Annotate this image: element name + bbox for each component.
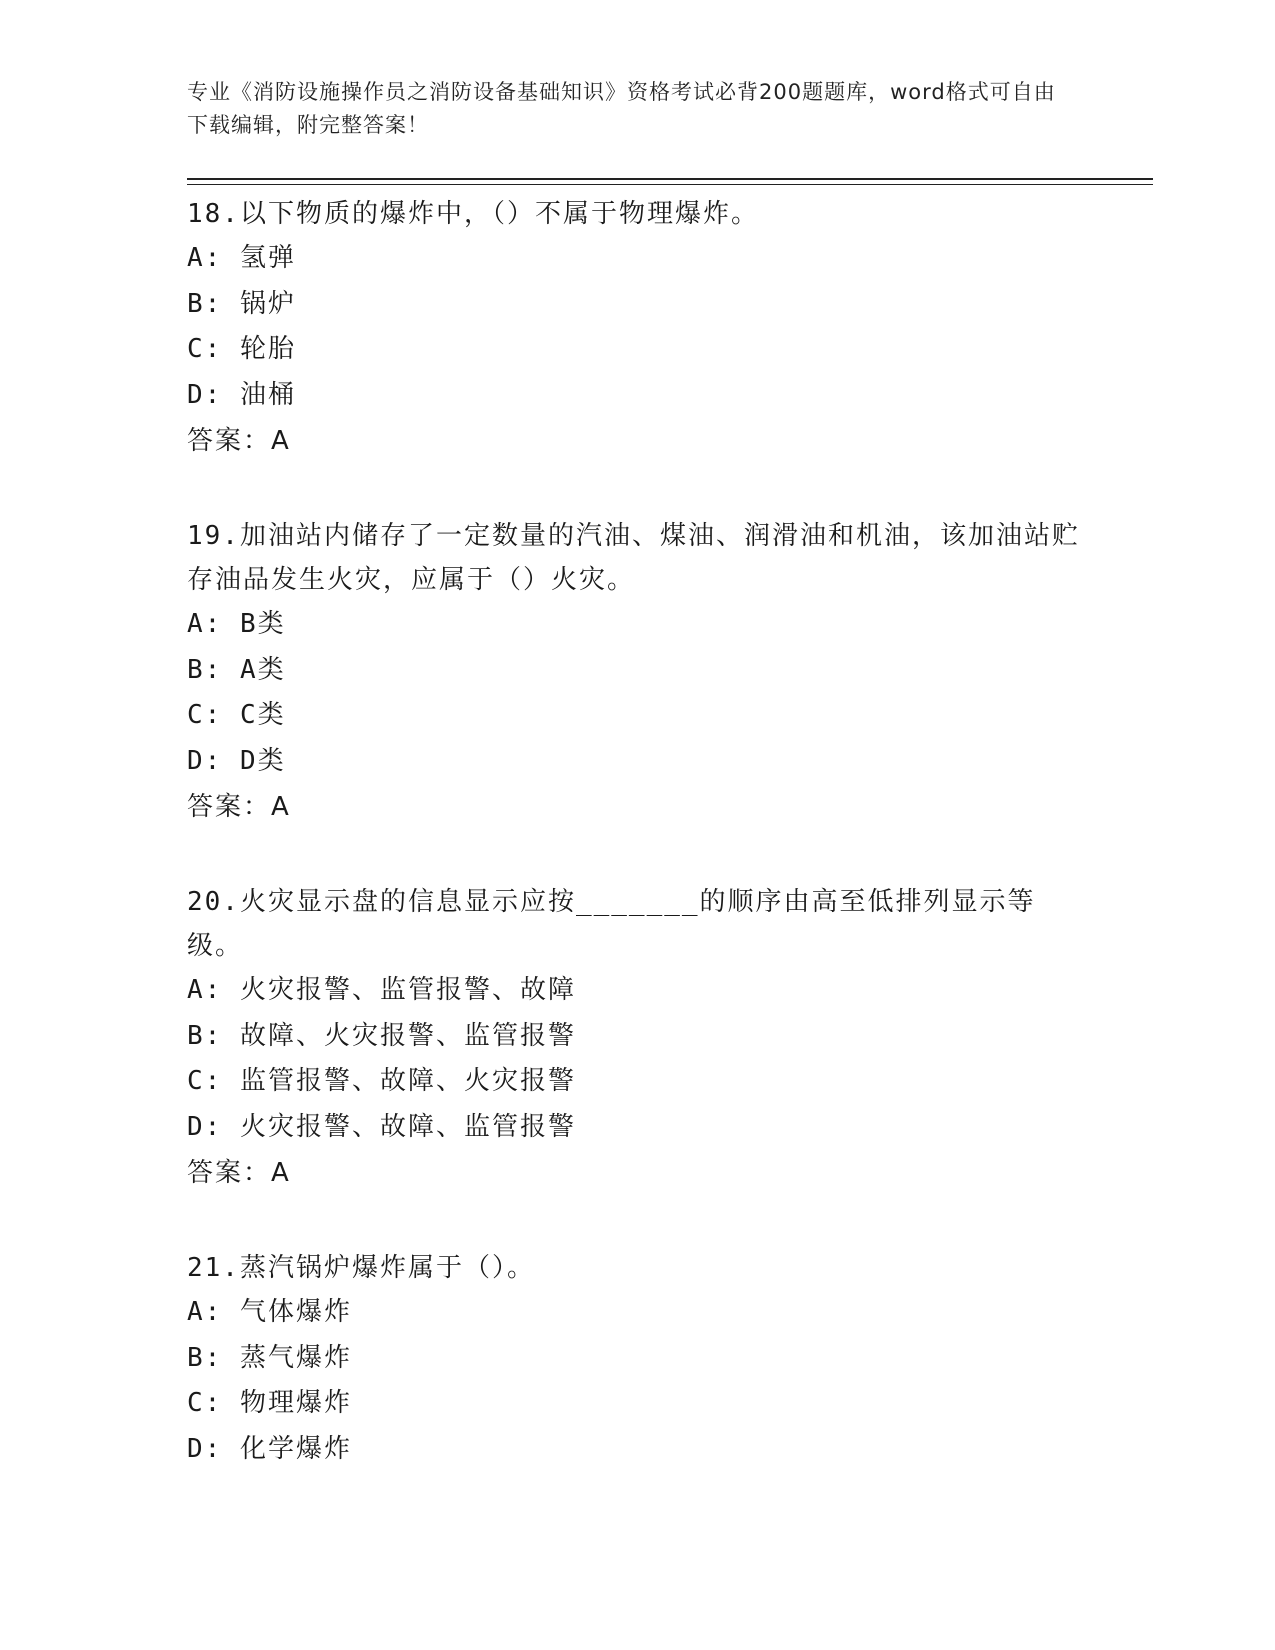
option-c: C: C类	[187, 700, 286, 730]
question-stem: 19.加油站内储存了一定数量的汽油、煤油、润滑油和机油，该加油站贮存油品发生火灾，应属于（）火灾。	[187, 521, 1080, 595]
option-a: A: 气体爆炸	[187, 1297, 352, 1327]
question-list	[187, 192, 1087, 1522]
question-19	[187, 514, 1087, 830]
question-18	[187, 192, 1087, 464]
answer: 答案：A	[187, 792, 291, 822]
option-a: A: 氢弹	[187, 243, 296, 273]
option-c: C: 监管报警、故障、火灾报警	[187, 1066, 576, 1096]
option-d: D: 油桶	[187, 379, 296, 410]
option-c: C: 轮胎	[187, 334, 296, 364]
option-d: D: 火灾报警、故障、监管报警	[187, 1111, 576, 1142]
answer: 答案：A	[187, 426, 291, 456]
option-a: A: 火灾报警、监管报警、故障	[187, 975, 576, 1005]
option-d: D: D类	[187, 745, 286, 776]
option-c: C: 物理爆炸	[187, 1388, 352, 1418]
header-divider	[187, 178, 1153, 180]
question-20	[187, 880, 1087, 1196]
option-d: D: 化学爆炸	[187, 1433, 352, 1464]
question-21	[187, 1246, 1087, 1472]
option-a: A: B类	[187, 609, 286, 639]
question-stem: 21.蒸汽锅炉爆炸属于（）。	[187, 1253, 535, 1283]
document-header: 专业《消防设施操作员之消防设备基础知识》资格考试必背200题题库，word格式可自由下载编辑，附完整答案！	[187, 80, 1056, 137]
option-b: B: 锅炉	[187, 288, 296, 319]
answer: 答案：A	[187, 1158, 291, 1188]
option-b: B: 故障、火灾报警、监管报警	[187, 1020, 576, 1051]
question-stem: 18.以下物质的爆炸中，（）不属于物理爆炸。	[187, 199, 759, 229]
question-stem: 20.火灾显示盘的信息显示应按_______的顺序由高至低排列显示等级。	[187, 887, 1036, 961]
header-divider-thin	[187, 184, 1153, 185]
option-b: B: 蒸气爆炸	[187, 1342, 352, 1373]
option-b: B: A类	[187, 654, 286, 685]
